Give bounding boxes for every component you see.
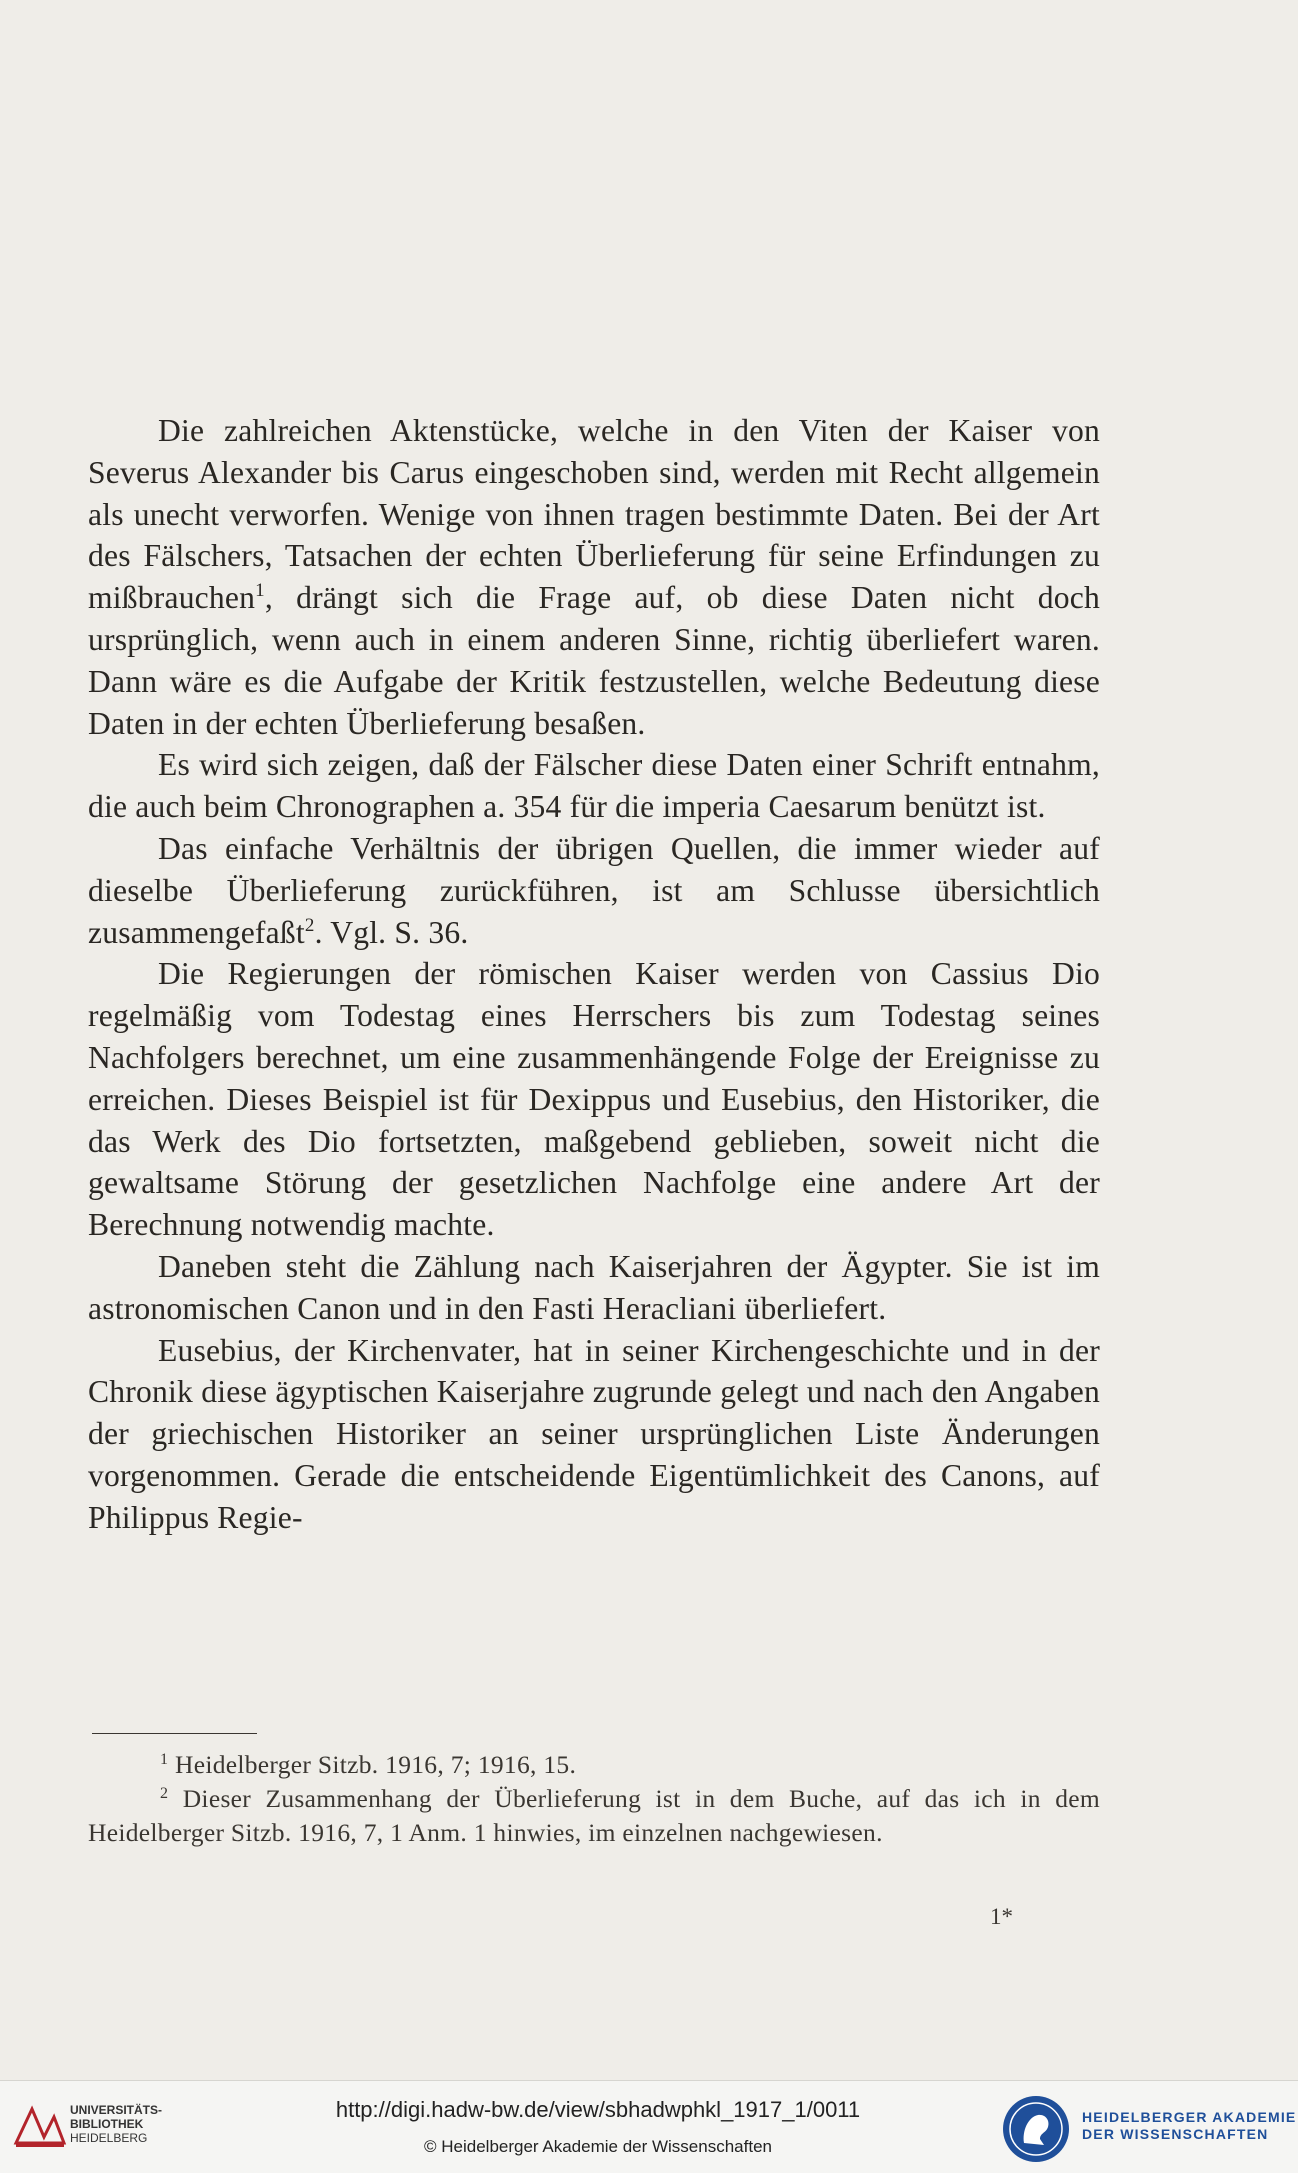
paragraph-1: [88, 410, 1100, 744]
academy-line-1: HEIDELBERGER AKADEMIE: [1082, 2109, 1297, 2125]
paragraph-5-text: Daneben steht die Zählung nach Kaiserjahren der Ägypter. Sie ist im astronomischen Canon und in den Fasti Heracliani überliefert.: [88, 1248, 1100, 1326]
paragraph-3-text-cont: . Vgl. S. 36.: [314, 914, 469, 950]
paragraph-6-text: Eusebius, der Kirchenvater, hat in seiner Kirchengeschichte und in der Chronik diese ägyptischen Kaiserjahre zugrunde gelegt und nach den Angaben der griechischen Historiker an seiner ursprünglichen Liste Änderungen vorgenommen. Gerade die entscheidende Eigentümlichkeit des Canons, auf Philippus Regie-: [88, 1332, 1100, 1535]
paragraph-1-text-cont: , drängt sich die Frage auf, ob diese Daten nicht doch ursprünglich, wenn auch in einem anderen Sinne, richtig überliefert waren. Dann wäre es die Aufgabe der Kritik festzustellen, welche Bedeutung diese Daten in der echten Überlieferung besaßen.: [88, 580, 1100, 741]
footnote-ref-1[interactable]: 1: [255, 580, 265, 602]
permalink-url[interactable]: http://digi.hadw-bw.de/view/sbhadwphkl_1917_1/0011: [335, 2097, 861, 2122]
ub-line-3: HEIDELBERG: [70, 2131, 148, 2145]
footnote-1: [88, 1748, 1100, 1782]
paragraph-6: [88, 1330, 1100, 1539]
paragraph-5: [88, 1246, 1100, 1330]
academy-line-2: DER WISSENSCHAFTEN: [1082, 2126, 1269, 2142]
paragraph-3-text: Das einfache Verhältnis der übrigen Quellen, die immer wieder auf dieselbe Überlieferung zurückführen, ist am Schlusse übersichtlich zusammengefaßt: [88, 830, 1100, 950]
footnote-2: [88, 1782, 1100, 1850]
ub-line-1: UNIVERSITÄTS-: [70, 2103, 163, 2117]
paragraph-2-text: Es wird sich zeigen, daß der Fälscher diese Daten einer Schrift entnahm, die auch beim Chronographen a. 354 für die imperia Caesarum benützt ist.: [88, 747, 1100, 825]
ub-line-2: BIBLIOTHEK: [70, 2117, 144, 2131]
paragraph-4-text: Die Regierungen der römischen Kaiser werden von Cassius Dio regelmäßig vom Todestag eines Herrschers bis zum Todestag seines Nachfolgers berechnet, um eine zusammenhängende Folge der Ereignisse zu erreichen. Dieses Beispiel ist für Dexippus und Eusebius, den Historiker, die das Werk des Dio fortsetzten, maßgebend geblieben, soweit nicht die gewaltsame Störung der gesetzlichen Nachfolge eine andere Art der Berechnung notwendig machte.: [88, 956, 1100, 1243]
sheet-number: 1*: [990, 1904, 1013, 1929]
footnote-ref-2[interactable]: 2: [304, 914, 315, 936]
academy-name: [1082, 2109, 1296, 2143]
footnote-2-mark: 2: [160, 1785, 169, 1802]
paragraph-1-text: Die zahlreichen Aktenstücke, welche in den Viten der Kaiser von Severus Alexander bis Carus eingeschoben sind, werden mit Recht allgemein als unecht verworfen. Wenige von ihnen tragen bestimmte Daten. Bei der Art des Fälschers, Tatsachen der echten Überlieferung für seine Erfindungen zu mißbrauchen: [88, 413, 1100, 616]
footnotes: [88, 1748, 1100, 1850]
university-library-name: [70, 2103, 162, 2145]
footnote-1-text: Heidelberger Sitzb. 1916, 7; 1916, 15.: [168, 1750, 577, 1779]
paragraph-4: [88, 953, 1100, 1246]
copyright-notice: © Heidelberger Akademie der Wissenschaften: [424, 2137, 772, 2156]
body-text: [88, 410, 1100, 1539]
paragraph-2: [88, 744, 1100, 828]
academy-seal-icon[interactable]: [1000, 2093, 1072, 2165]
paragraph-3: [88, 828, 1100, 953]
viewer-footer: [0, 2080, 1298, 2173]
footnote-1-mark: 1: [160, 1751, 169, 1768]
footnote-2-text: Dieser Zusammenhang der Überlieferung ist in dem Buche, auf das ich in dem Heidelberger Sitzb. 1916, 7, 1 Anm. 1 hinwies, im einzelnen nachgewiesen.: [88, 1784, 1100, 1847]
footnote-rule: [92, 1733, 257, 1734]
